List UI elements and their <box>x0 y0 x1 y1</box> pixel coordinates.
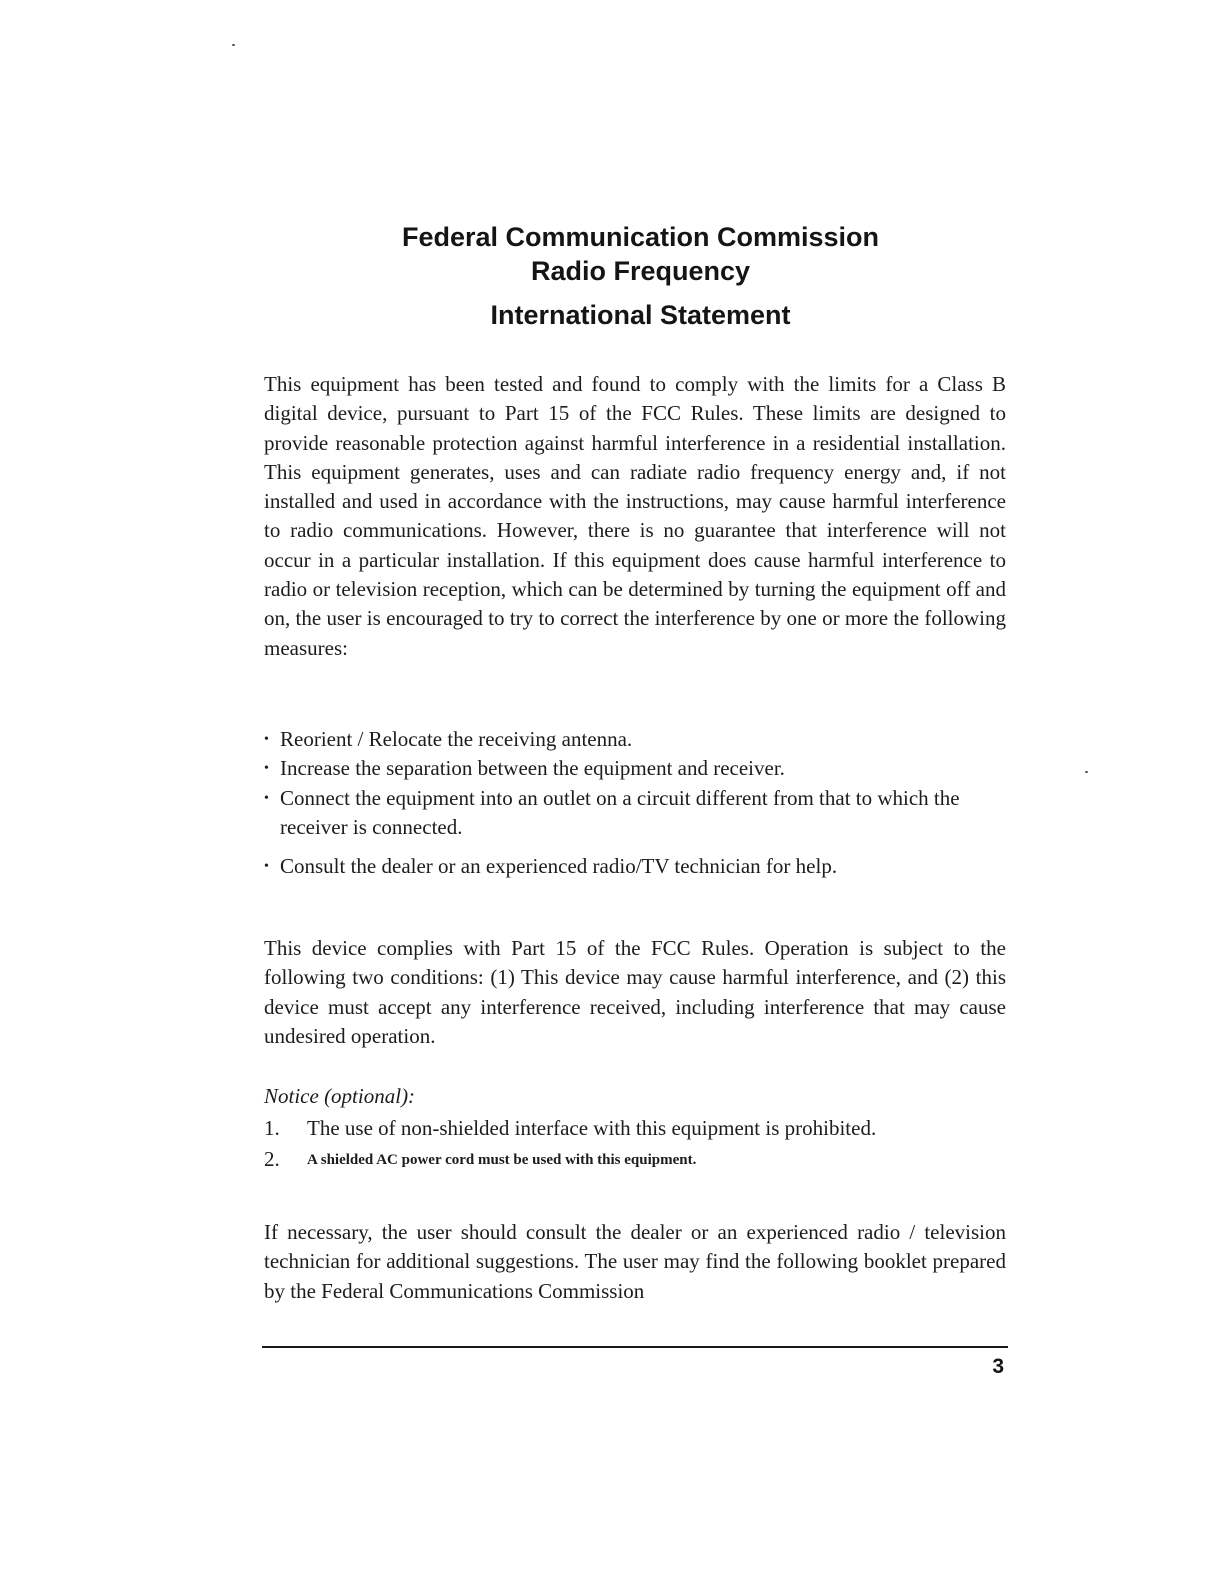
list-item-text: Increase the separation between the equipment and receiver. <box>280 756 785 781</box>
list-item <box>264 754 1006 783</box>
notice-item-number: 2. <box>264 1147 280 1171</box>
notice-heading: Notice (optional): <box>264 1084 416 1108</box>
list-item-text: Connect the equipment into an outlet on a circuit different from that to which the receiver is connected. <box>280 785 960 839</box>
notice-item <box>264 1145 1006 1176</box>
scan-speck <box>1085 771 1088 773</box>
bullet-icon: • <box>264 790 269 806</box>
list-item <box>264 725 1006 754</box>
bullet-icon: • <box>264 859 269 874</box>
list-item <box>264 784 1006 843</box>
list-item <box>264 852 1006 881</box>
measures-list-continued <box>264 852 1006 881</box>
bullet-icon: • <box>264 732 269 747</box>
intro-paragraph: This equipment has been tested and found to comply with the limits for a Class B digital device, pursuant to Part 15 of the FCC Rules. These limits are designed to provide reasonable protection against harmful interference in a residential installation. This equipment generates, uses and can radiate radio frequency energy and, if not installed and used in accordance with the instructions, may cause harmful interference to radio communications. However, there is no guarantee that interference will not occur in a particular installation. If this equipment does cause harmful interference to radio or television reception, which can be determined by turning the equipment off and on, the user is encouraged to try to correct the interference by one or more the following measures: <box>264 372 1006 660</box>
bullet-icon: • <box>264 761 269 777</box>
notice-item <box>264 1114 1006 1145</box>
list-item-text: Reorient / Relocate the receiving antenna. <box>280 727 633 751</box>
list-item-text: Consult the dealer or an experienced radio/TV technician for help. <box>280 854 838 878</box>
title-line-2: Radio Frequency <box>530 256 751 286</box>
notice-item-text: The use of non-shielded interface with this equipment is prohibited. <box>307 1116 877 1140</box>
title-line-1: Federal Communication Commission <box>401 222 880 252</box>
page-number: 3 <box>992 1355 1004 1378</box>
measures-list <box>264 725 1006 842</box>
subtitle: International Statement <box>490 300 791 330</box>
notice-item-text: A shielded AC power cord must be used with this equipment. <box>307 1152 697 1168</box>
scan-speck <box>232 44 235 46</box>
notice-list <box>264 1114 1006 1176</box>
footer-divider <box>262 1346 1008 1348</box>
compliance-paragraph: This device complies with Part 15 of the FCC Rules. Operation is subject to the following two conditions: (1) This device may cause harmful interference, and (2) this device must accept any interference received, including interference that may cause undesired operation. <box>264 936 1006 1048</box>
notice-item-number: 1. <box>264 1116 280 1140</box>
closing-paragraph: If necessary, the user should consult the dealer or an experienced radio / television technician for additional suggestions. The user may find the following booklet prepared by the Federal Communications Commission <box>264 1220 1006 1303</box>
